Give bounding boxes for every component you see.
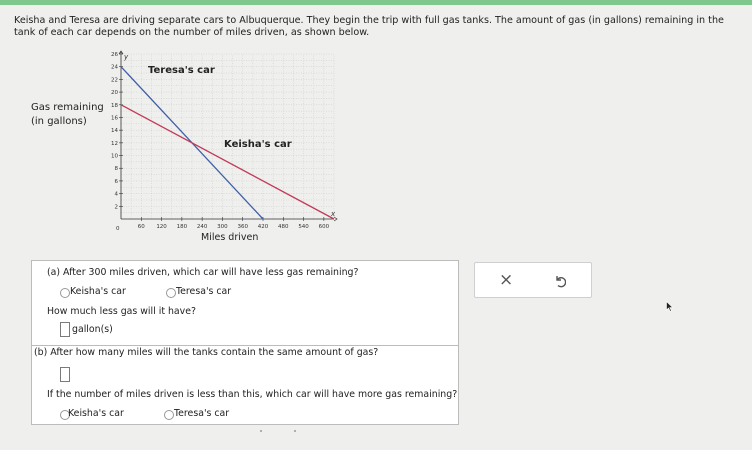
gallons-answer-input[interactable]	[60, 322, 70, 337]
y-axis-letter: y	[124, 53, 129, 61]
series-line-keisha	[121, 105, 334, 219]
x-tick-label: 480	[278, 224, 289, 230]
x-tick-label: 60	[137, 224, 145, 230]
chart-ticks	[111, 52, 330, 230]
y-tick-label: 4	[114, 191, 118, 198]
x-tick-label: 240	[196, 224, 208, 230]
radio-a-keisha[interactable]	[60, 288, 70, 298]
mouse-cursor-icon	[666, 297, 674, 316]
x-tick-label: 180	[176, 224, 188, 230]
artifact-dot	[294, 430, 296, 432]
option-b-teresa-label[interactable]: Teresa's car	[174, 408, 230, 419]
x-axis-letter: x	[331, 210, 336, 218]
y-tick-label: 10	[111, 153, 118, 160]
y-tick-label: 14	[111, 128, 118, 135]
question-panel	[31, 260, 459, 425]
undo-icon[interactable]	[554, 273, 566, 292]
x-tick-label: 300	[217, 224, 228, 230]
x-axis-title: Miles driven	[201, 232, 259, 243]
question-a-prompt: (a) After 300 miles driven, which car will have less gas remaining?	[47, 267, 359, 278]
radio-a-teresa[interactable]	[166, 288, 176, 298]
chart-axes	[119, 51, 337, 221]
y-axis-label-line1: Gas remaining	[31, 102, 104, 113]
problem-statement: Keisha and Teresa are driving separate cars to Albuquerque. They begin the trip with full gas tanks. The amount of gas (in gallons) remaining in the tank of each car depends on the number of miles driven, as shown below.	[14, 15, 724, 38]
x-tick-label: 600	[318, 224, 330, 230]
y-tick-label: 8	[114, 166, 118, 173]
gallons-unit-label: gallon(s)	[72, 324, 113, 335]
x-tick-label: 120	[156, 224, 167, 230]
origin-label: 0	[116, 226, 120, 232]
option-a-keisha-label[interactable]: Keisha's car	[70, 286, 126, 297]
section-divider	[32, 345, 458, 346]
answer-toolbar	[474, 262, 592, 298]
x-tick-label: 540	[298, 224, 309, 230]
y-tick-label: 12	[111, 140, 118, 147]
y-tick-label: 16	[111, 115, 118, 122]
x-tick-label: 360	[237, 224, 248, 230]
y-tick-label: 22	[111, 77, 118, 84]
question-b-prompt: (b) After how many miles will the tanks contain the same amount of gas?	[34, 347, 379, 358]
y-tick-label: 24	[111, 64, 118, 71]
series-label-keisha: Keisha's car	[224, 139, 292, 150]
radio-b-teresa[interactable]	[164, 410, 174, 420]
option-b-keisha-label[interactable]: Keisha's car	[68, 408, 124, 419]
y-tick-label: 26	[111, 52, 118, 58]
y-axis-label-line2: (in gallons)	[31, 116, 87, 127]
artifact-dot	[260, 430, 262, 432]
y-tick-label: 6	[114, 178, 118, 185]
y-tick-label: 18	[111, 102, 118, 109]
series-label-teresa: Teresa's car	[148, 65, 215, 76]
y-tick-label: 20	[111, 90, 118, 97]
chart-grid	[121, 54, 334, 219]
option-a-teresa-label[interactable]: Teresa's car	[176, 286, 232, 297]
clear-icon[interactable]: ×	[499, 270, 514, 290]
question-b-followup: If the number of miles driven is less than this, which car will have more gas remaining?	[47, 389, 458, 400]
miles-answer-input[interactable]	[60, 367, 70, 382]
y-tick-label: 2	[114, 204, 118, 211]
question-a-followup: How much less gas will it have?	[47, 306, 196, 317]
x-tick-label: 420	[257, 224, 269, 230]
